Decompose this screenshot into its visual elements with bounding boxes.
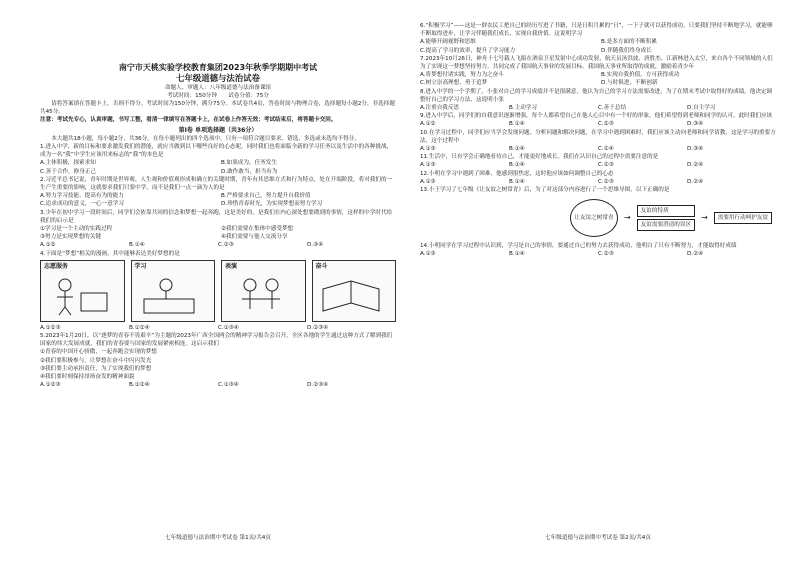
option: B.严格要求自己，努力提升自我价值 xyxy=(221,193,311,200)
cartoon-caption: 学习 xyxy=(134,262,147,270)
option: C.②③ xyxy=(598,251,614,258)
option: D.自主学习 xyxy=(687,105,716,112)
warning: 注意：考试先专心，认真审题，书写工整，看清一律填写在答题卡上，在试卷上作答无效；考试结束后，将答题卡交回。 xyxy=(40,117,337,124)
question-12: 12.小明在学习中遇到了困难，他感到很焦虑，这时他应该如何调整自己的心态 xyxy=(420,170,614,177)
q1-options xyxy=(40,159,396,175)
cartoon-1 xyxy=(40,260,125,322)
option: D.②④ xyxy=(687,178,704,185)
question-9: 9.进入中学后，同学们的自我意识逐渐增强，每个人都希望自己在他人心目中有一个好的形象，他们希望得到老师和同学的认可，此时我们应该 xyxy=(420,113,773,120)
page-right xyxy=(420,22,776,542)
statement: ②我们要积极参与，让梦想在奋斗中闪闪发光 xyxy=(40,357,152,364)
question-7: 7.2023年10月26日，神舟十七号载人飞船在酒泉卫星发射中心成功发射，航天员汤洪波、唐胜杰、江新林进入太空，来自各个不同领域的人们为了实现这一梦想坚持努力，共同完成了我国航天事业的发展目标。我国航天事业所取得的成就，激励着青少年 xyxy=(420,55,773,71)
exam-info: 考试时间：150分钟 试卷分值：75分 xyxy=(167,93,269,99)
option: C.②③ xyxy=(598,162,614,169)
option: C.②③ xyxy=(598,121,614,128)
option: C.②③ xyxy=(598,178,614,185)
part-heading: 第Ⅰ卷 单项选择题（共36分） xyxy=(178,126,258,134)
q5-options xyxy=(40,381,396,389)
q6-options xyxy=(420,38,776,54)
statement: ④我们需要与他人交流分享 xyxy=(221,234,288,241)
question-6: 6.“积极学习”——这是一群农民工把自己的经历写进了书籍，只是日积月累的“日”，一下子就可以获得成功。只要我们坚持不断地学习，就能够不断取得进步，让学习伴随我们成长，实现自我价值。这说明学习 xyxy=(420,23,773,38)
arrow-icon: → xyxy=(624,213,631,223)
question-4: 4.下面是“梦想”相关的漫画，其中能够表达美好梦想的是 xyxy=(40,250,180,257)
option: C.善于总结 xyxy=(598,105,627,112)
exam-title: 南宁市天桃实验学校教育集团2023年秋季学期期中考试 xyxy=(118,63,318,72)
statement: ①学习是一个主动的实践过程 xyxy=(40,226,113,233)
option: C.②③ xyxy=(218,242,234,249)
study-illustration xyxy=(136,273,206,317)
option: C.追求成功的意义，一心一意学习 xyxy=(40,201,124,208)
q2-options xyxy=(40,192,396,208)
mind-map xyxy=(570,196,776,240)
q5-items xyxy=(40,348,396,381)
q10-options xyxy=(420,145,776,153)
option: B.如果成为，任务发生 xyxy=(221,160,277,167)
option: D.③④ xyxy=(687,146,704,153)
mind-map-node: 需要用行动呵护友谊 xyxy=(714,212,772,224)
option: D.②③④ xyxy=(307,324,329,331)
option: D.②④ xyxy=(687,162,704,169)
statement: ①青春的中国开心骄傲，一起奔跑会实现的梦想 xyxy=(40,349,157,356)
option: A.①③ xyxy=(420,251,436,258)
option: A.①③ xyxy=(420,146,436,153)
option: A.能够开阔视野和思维 xyxy=(420,39,476,46)
q9-options xyxy=(420,120,776,128)
statement: ③努力是实现梦想的关键 xyxy=(40,234,101,241)
instructions: 本大题共18小题，每小题2分，共36分。在每小题列出的四个选项中，只有一项符合题目要求。错选、多选或未选均不得分。 xyxy=(40,135,360,142)
notice: 请将答案填在答题卡上，否则不得分。考试时间为150分钟，满分75分。本试卷共4页，答卷时间与物理合卷，选择题每小题2分，非选择题共45分。 xyxy=(40,101,395,116)
mind-map-node: 友谊的特质 xyxy=(637,205,695,217)
option: C.①③④ xyxy=(218,382,239,389)
option: D.③④ xyxy=(307,242,324,249)
option: B.①②④ xyxy=(129,324,150,331)
cartoon-2 xyxy=(131,260,216,322)
exam-subtitle: 七年级道德与法治试卷 xyxy=(176,73,260,83)
statement: ④我们要时刻保持昂扬奋发的精神面貌 xyxy=(40,374,135,381)
option: B.①④ xyxy=(509,178,525,185)
option: B.①②④ xyxy=(129,382,150,389)
page-left xyxy=(40,22,396,542)
page-footer: 七年级道德与法治期中考试卷 第1页/共4页 xyxy=(165,534,271,541)
q12-options xyxy=(420,178,776,186)
option: D.与时俱进，不断创新 xyxy=(601,80,658,87)
option: A.①② xyxy=(40,242,56,249)
option: B.实现自我价值，方可获得成功 xyxy=(601,72,680,79)
option: A.①②③ xyxy=(40,382,61,389)
authors: 命题人、审题人：八年级道德与法治备课组 xyxy=(164,85,272,91)
statement: ②我们需要在集体中感受梦想 xyxy=(221,226,294,233)
cartoon-caption: 志愿服务 xyxy=(44,262,69,270)
question-13: 13.小王学习了七年级《让友谊之树常青》后，为了对这部分内容进行了一个思维导图，以下正确的是 xyxy=(420,187,670,194)
cartoon-3 xyxy=(221,260,306,322)
cartoon-4 xyxy=(312,260,397,322)
question-2: 2.习近平总书记说，青年时期是世界观、人生观和价值观形成和确立的关键时期，青年有其思维方式和行为特点，处在开端阶段，将对我们的一生产生重要的影响，这就要求我们只要中学，而不是我们一点一滴为人的是 xyxy=(40,176,393,192)
q3-options xyxy=(40,241,396,249)
option: A.①② xyxy=(420,121,436,128)
option: C.提高了学习的效率，提升了学习能力 xyxy=(420,47,516,54)
option: C.②④ xyxy=(598,146,614,153)
mind-map-node: 友谊需要澄清的误区 xyxy=(637,219,695,231)
option: A.①③ xyxy=(420,178,436,185)
option: A.将梦想付诸实践，努力为之奋斗 xyxy=(420,72,504,79)
cartoon-row xyxy=(40,260,396,322)
option: C.善于合作，修身正己 xyxy=(40,168,97,175)
mind-map-branches xyxy=(637,203,695,233)
statement: ③我们要主动承担责任，为了实现我们的梦想 xyxy=(40,365,152,372)
cartoon-caption: 表演 xyxy=(225,262,238,270)
question-3: 3.少年在初中学习一段时间后，同学们会依靠共同的信念和梦想一起奔跑，这是美好的，是我们在内心深处想要做到的事情，这样的中学时代给我们的启示是 xyxy=(40,209,393,224)
question-1: 1.进入中学，新的目标和要求激发我们的潜能，就应当做到以下哪些良好的心态呢，同时我们也将面临全新的学习任务以及生活中的各种挑战，成为一名“我”中学生应该用来标志的“我”的本色是 xyxy=(40,144,393,159)
performance-illustration xyxy=(226,273,296,317)
q4-options xyxy=(40,324,396,332)
option: D.伴随我们终身成长 xyxy=(601,47,652,54)
question-10: 10.在学习过程中，同学们应当学会发现问题、分析问题和解决问题，在学习中遇到困难时，我们应该主动向老师和同学请教，这是学习的重要方法，这个过程中 xyxy=(420,129,776,144)
option: A.①③ xyxy=(420,162,436,169)
q14-options xyxy=(420,250,776,258)
option: B.①④ xyxy=(509,251,525,258)
option: D.敢作敢当，担当有为 xyxy=(221,168,278,175)
option: A.①②③ xyxy=(40,324,61,331)
option: D.珍惜青春时光，为实现梦想而努力学习 xyxy=(221,201,323,208)
question-5: 5.2023年1月20日，以“逐梦的青春不畏艰辛”为主题的2023年广西全国两会的精神学习报告会召开，全区各地的学生通过这种方式了解到我们国家的伟大发展成就，我们的青春要与国家的发展紧密相连。这启示我们 xyxy=(40,333,393,348)
option: C.树立崇高理想，勇于追梦 xyxy=(420,80,488,87)
option: D.②③④ xyxy=(307,382,329,389)
question-8: 8.进入中学的一个学期了，小张对自己的学习成绩并不是很满意，他认为自己的学习方法需要改进，为了在期末考试中取得好的成绩，他决定调整好自己的学习方法，这说明小张 xyxy=(420,88,773,103)
option: D.②④ xyxy=(687,251,704,258)
option: B.①④ xyxy=(509,121,525,128)
cartoon-caption: 奋斗 xyxy=(315,262,328,270)
book-illustration xyxy=(317,273,387,317)
option: A.注重自我反思 xyxy=(420,105,460,112)
option: B.主动学习 xyxy=(509,105,537,112)
q7-options xyxy=(420,71,776,87)
option: B.①④ xyxy=(129,242,145,249)
page-footer: 七年级道德与法治期中考试卷 第2页/共4页 xyxy=(545,534,651,541)
option: B.是多方面的不断积累 xyxy=(601,39,657,46)
q8-options xyxy=(420,104,776,112)
volunteer-illustration xyxy=(45,273,115,317)
mind-map-root: 让友谊之树常青 xyxy=(570,199,618,237)
option: A.努力学习技能，提高有为的能力 xyxy=(40,193,124,200)
question-11: 11.生活中，只有学会正确地看待自己，才能更好地成长。我们在认识自己的过程中需要注意的是 xyxy=(420,154,659,161)
option: C.①③④ xyxy=(218,324,239,331)
option: B.①④ xyxy=(509,162,525,169)
question-14: 14.小明同学在学习过程中认识到，学习是自己的事情，要通过自己的努力去获得成功，他明白了只有不断努力，才能取得好成绩 xyxy=(420,243,737,250)
arrow-icon: → xyxy=(701,213,708,223)
option: D.③④ xyxy=(687,121,704,128)
option: B.①④ xyxy=(509,146,525,153)
option: A.主体积极，探索求知 xyxy=(40,160,96,167)
q11-options xyxy=(420,161,776,169)
q3-items xyxy=(40,225,396,241)
